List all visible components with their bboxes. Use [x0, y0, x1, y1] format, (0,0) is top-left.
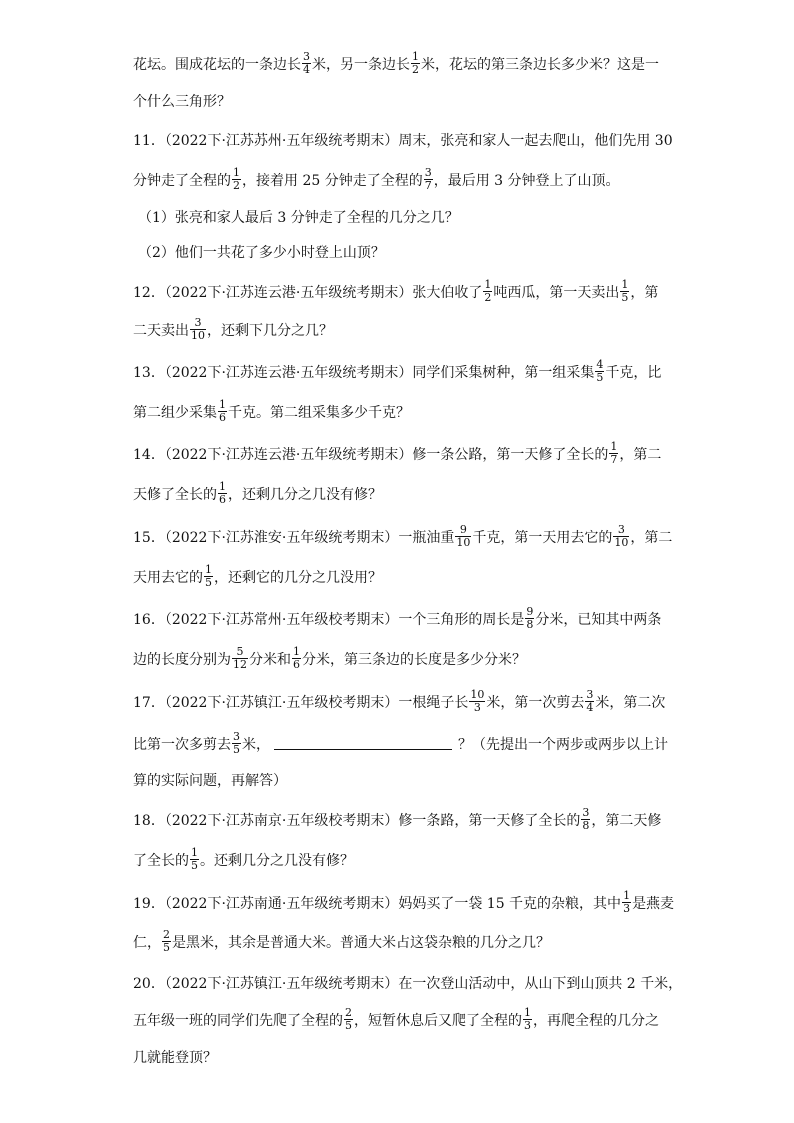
text-segment: 二天卖出: [133, 323, 189, 339]
text-segment: ，还剩几分之几没有修？: [228, 487, 382, 503]
fraction: [620, 279, 629, 304]
text-segment: 吨西瓜，第一天卖出: [493, 285, 620, 301]
fraction: [162, 929, 171, 954]
fraction-denominator: 3: [524, 1018, 531, 1032]
text-segment: 仁，: [133, 935, 161, 951]
fraction-numerator: 3: [582, 805, 590, 819]
text-segment: （1）张亮和家人最后 3 分钟走了全程的几分之几？: [138, 210, 459, 226]
fraction-numerator: 9: [526, 604, 534, 618]
text-line: [133, 840, 673, 880]
text-line: [133, 392, 673, 432]
text-segment: 分米，已知其中两条: [535, 612, 662, 628]
fraction-denominator: 8: [582, 818, 590, 832]
text-segment: 比第一次多剪去: [133, 737, 231, 753]
fraction: [455, 524, 471, 549]
fraction-numerator: 1: [219, 397, 226, 411]
text-line: [133, 639, 673, 679]
fraction-numerator: 2: [345, 1005, 352, 1019]
fraction-denominator: 6: [219, 410, 226, 424]
answer-blank[interactable]: [274, 735, 452, 750]
text-segment: 13．（2022下·江苏连云港·五年级统考期末）同学们采集树种，第一组采集: [133, 365, 595, 381]
text-segment: 个什么三角形？: [133, 94, 231, 110]
text-line: [133, 120, 673, 160]
fraction-numerator: 9: [459, 522, 467, 536]
text-segment: 天修了全长的: [133, 487, 217, 503]
fraction-numerator: 3: [424, 165, 432, 179]
text-segment: 了全长的: [133, 853, 189, 869]
fraction-numerator: 3: [586, 687, 594, 701]
text-segment: 五年级一班的同学们先爬了全程的: [133, 1013, 343, 1029]
fraction: [609, 441, 618, 466]
fraction-numerator: 1: [524, 1005, 531, 1019]
text-segment: 14．（2022下·江苏连云港·五年级统考期末）修一条公路，第一天修了全长的: [133, 447, 609, 463]
text-line: [133, 434, 673, 474]
text-segment: ，第二: [630, 530, 673, 546]
text-line: [133, 517, 673, 557]
fraction-denominator: 5: [233, 742, 240, 756]
fraction-numerator: 1: [484, 277, 492, 291]
fraction-denominator: 10: [456, 535, 471, 549]
fraction: [469, 689, 485, 714]
fraction-numerator: 1: [293, 644, 300, 658]
fraction: [190, 317, 206, 342]
text-line: [133, 1037, 673, 1077]
fraction-numerator: 1: [205, 562, 212, 576]
text-segment: 分钟走了全程的: [133, 173, 231, 189]
text-line: [133, 760, 673, 800]
text-line: [133, 883, 673, 923]
fraction: [585, 689, 594, 714]
text-segment: 分米，第三条边的长度是多少分米？: [302, 652, 526, 668]
fraction: [292, 646, 301, 671]
text-line: [133, 474, 673, 514]
text-line: [138, 197, 678, 237]
fraction-numerator: 1: [623, 888, 631, 902]
text-line: [133, 272, 673, 312]
fraction: [613, 524, 629, 549]
text-segment: 12．（2022下·江苏连云港·五年级统考期末）张大伯收了: [133, 285, 483, 301]
text-segment: ，第: [630, 285, 659, 301]
text-segment: 16．（2022下·江苏常州·五年级校考期末）一个三角形的周长是: [133, 612, 525, 628]
fraction-denominator: 4: [586, 700, 594, 714]
fraction-numerator: 3: [303, 49, 310, 63]
text-segment: 20．（2022下·江苏镇江·五年级统考期末）在一次登山活动中，从山下到山顶共 2 千米，: [133, 976, 683, 992]
fraction-denominator: 2: [233, 178, 240, 192]
text-segment: 17．（2022下·江苏镇江·五年级校考期末）一根绳子长: [133, 695, 469, 711]
fraction-numerator: 4: [596, 357, 604, 371]
text-line: [133, 1000, 673, 1040]
fraction-denominator: 7: [610, 452, 618, 466]
text-segment: 算的实际问题，再解答）: [133, 773, 287, 789]
fraction-numerator: 1: [610, 439, 618, 453]
text-line: [138, 232, 678, 272]
fraction-numerator: 1: [191, 845, 198, 859]
fraction: [622, 890, 631, 915]
fraction: [232, 646, 248, 671]
text-segment: 米，花坛的第三条边长多少米？这是一: [421, 57, 659, 73]
fraction-numerator: 5: [236, 644, 244, 658]
text-line: [133, 352, 673, 392]
text-line: [133, 160, 673, 200]
fraction: [483, 279, 492, 304]
fraction-numerator: 3: [617, 522, 625, 536]
fraction-denominator: 8: [526, 617, 534, 631]
fraction-numerator: 1: [621, 277, 629, 291]
fraction-denominator: 7: [424, 178, 432, 192]
fraction: [581, 807, 590, 832]
fraction-denominator: 4: [303, 62, 310, 76]
fraction-denominator: 6: [293, 657, 300, 671]
text-segment: 米，: [242, 737, 270, 753]
fraction-denominator: 3: [473, 700, 481, 714]
text-segment: ，最后用 3 分钟登上了山顶。: [433, 173, 620, 189]
text-segment: （2）他们一共花了多少小时登上山顶？: [138, 245, 385, 261]
text-segment: 15．（2022下·江苏淮安·五年级统考期末）一瓶油重: [133, 530, 455, 546]
fraction-denominator: 3: [623, 901, 631, 915]
text-segment: 千克，第一天用去它的: [472, 530, 613, 546]
fraction-numerator: 10: [470, 687, 485, 701]
text-segment: ，第二: [619, 447, 662, 463]
text-segment: ，接着用 25 分钟走了全程的: [242, 173, 423, 189]
fraction-denominator: 10: [614, 535, 629, 549]
text-segment: 是燕麦: [632, 896, 675, 912]
text-segment: 。还剩几分之几没有修？: [200, 853, 354, 869]
text-segment: 千克。第二组采集多少千克？: [228, 405, 410, 421]
fraction-denominator: 5: [191, 858, 198, 872]
fraction-denominator: 5: [621, 290, 629, 304]
text-line: [133, 599, 673, 639]
fraction: [204, 564, 213, 589]
fraction-denominator: 5: [205, 575, 212, 589]
text-segment: 边的长度分别为: [133, 652, 231, 668]
text-line: [133, 922, 673, 962]
text-line: [133, 81, 673, 121]
text-line: [133, 682, 673, 722]
text-segment: ，再爬全程的几分之: [533, 1013, 659, 1029]
text-segment: 是黑米，其余是普通大米。普通大米占这袋杂粮的几分之几？: [172, 935, 550, 951]
fraction: [232, 167, 241, 192]
text-segment: 11．（2022下·江苏苏州·五年级统考期末）周末，张亮和家人一起去爬山，他们先用 30: [133, 133, 673, 149]
fraction-numerator: 2: [163, 927, 170, 941]
fraction: [344, 1007, 353, 1032]
fraction: [190, 847, 199, 872]
fraction-denominator: 2: [484, 290, 492, 304]
text-line: [133, 963, 683, 1003]
text-segment: ，还剩它的几分之几没用？: [214, 570, 382, 586]
fraction-denominator: 5: [596, 370, 604, 384]
text-segment: 米，第一次剪去: [486, 695, 585, 711]
fraction: [302, 51, 311, 76]
text-segment: 19．（2022下·江苏南通·五年级统考期末）妈妈买了一袋 15 千克的杂粮，其中: [133, 896, 622, 912]
fraction: [218, 399, 227, 424]
text-line: [133, 800, 673, 840]
text-line: [133, 557, 673, 597]
fraction-numerator: 1: [233, 165, 240, 179]
fraction: [218, 481, 227, 506]
fraction-numerator: 1: [219, 479, 226, 493]
fraction: [424, 167, 433, 192]
text-segment: 千克，比: [605, 365, 662, 381]
text-segment: 第二组少采集: [133, 405, 217, 421]
fraction: [411, 51, 420, 76]
text-segment: 18．（2022下·江苏南京·五年级校考期末）修一条路，第一天修了全长的: [133, 813, 581, 829]
text-line: [133, 310, 673, 350]
fraction-denominator: 2: [412, 62, 419, 76]
text-segment: 米，另一条边长: [312, 57, 410, 73]
text-segment: ，短暂休息后又爬了全程的: [354, 1013, 522, 1029]
text-segment: ？（先提出一个两步或两步以上计: [458, 737, 668, 753]
fraction-denominator: 5: [163, 940, 170, 954]
fraction-numerator: 1: [412, 49, 419, 63]
text-segment: 几就能登顶？: [133, 1050, 217, 1066]
text-segment: 花坛。围成花坛的一条边长: [133, 57, 301, 73]
text-line: [133, 724, 673, 764]
text-line: [133, 44, 673, 84]
text-segment: 米，第二次: [595, 695, 666, 711]
text-segment: 分米和: [249, 652, 291, 668]
fraction: [595, 359, 604, 384]
text-segment: ，第二天修: [591, 813, 662, 829]
fraction-numerator: 3: [233, 729, 240, 743]
fraction-denominator: 5: [345, 1018, 352, 1032]
fraction: [523, 1007, 532, 1032]
fraction-denominator: 12: [233, 657, 247, 671]
fraction-denominator: 10: [191, 328, 205, 342]
text-segment: 天用去它的: [133, 570, 203, 586]
fraction-denominator: 6: [219, 492, 226, 506]
fraction: [232, 731, 241, 756]
fraction: [525, 606, 534, 631]
fraction-numerator: 3: [194, 315, 202, 329]
text-segment: ，还剩下几分之几？: [207, 323, 333, 339]
